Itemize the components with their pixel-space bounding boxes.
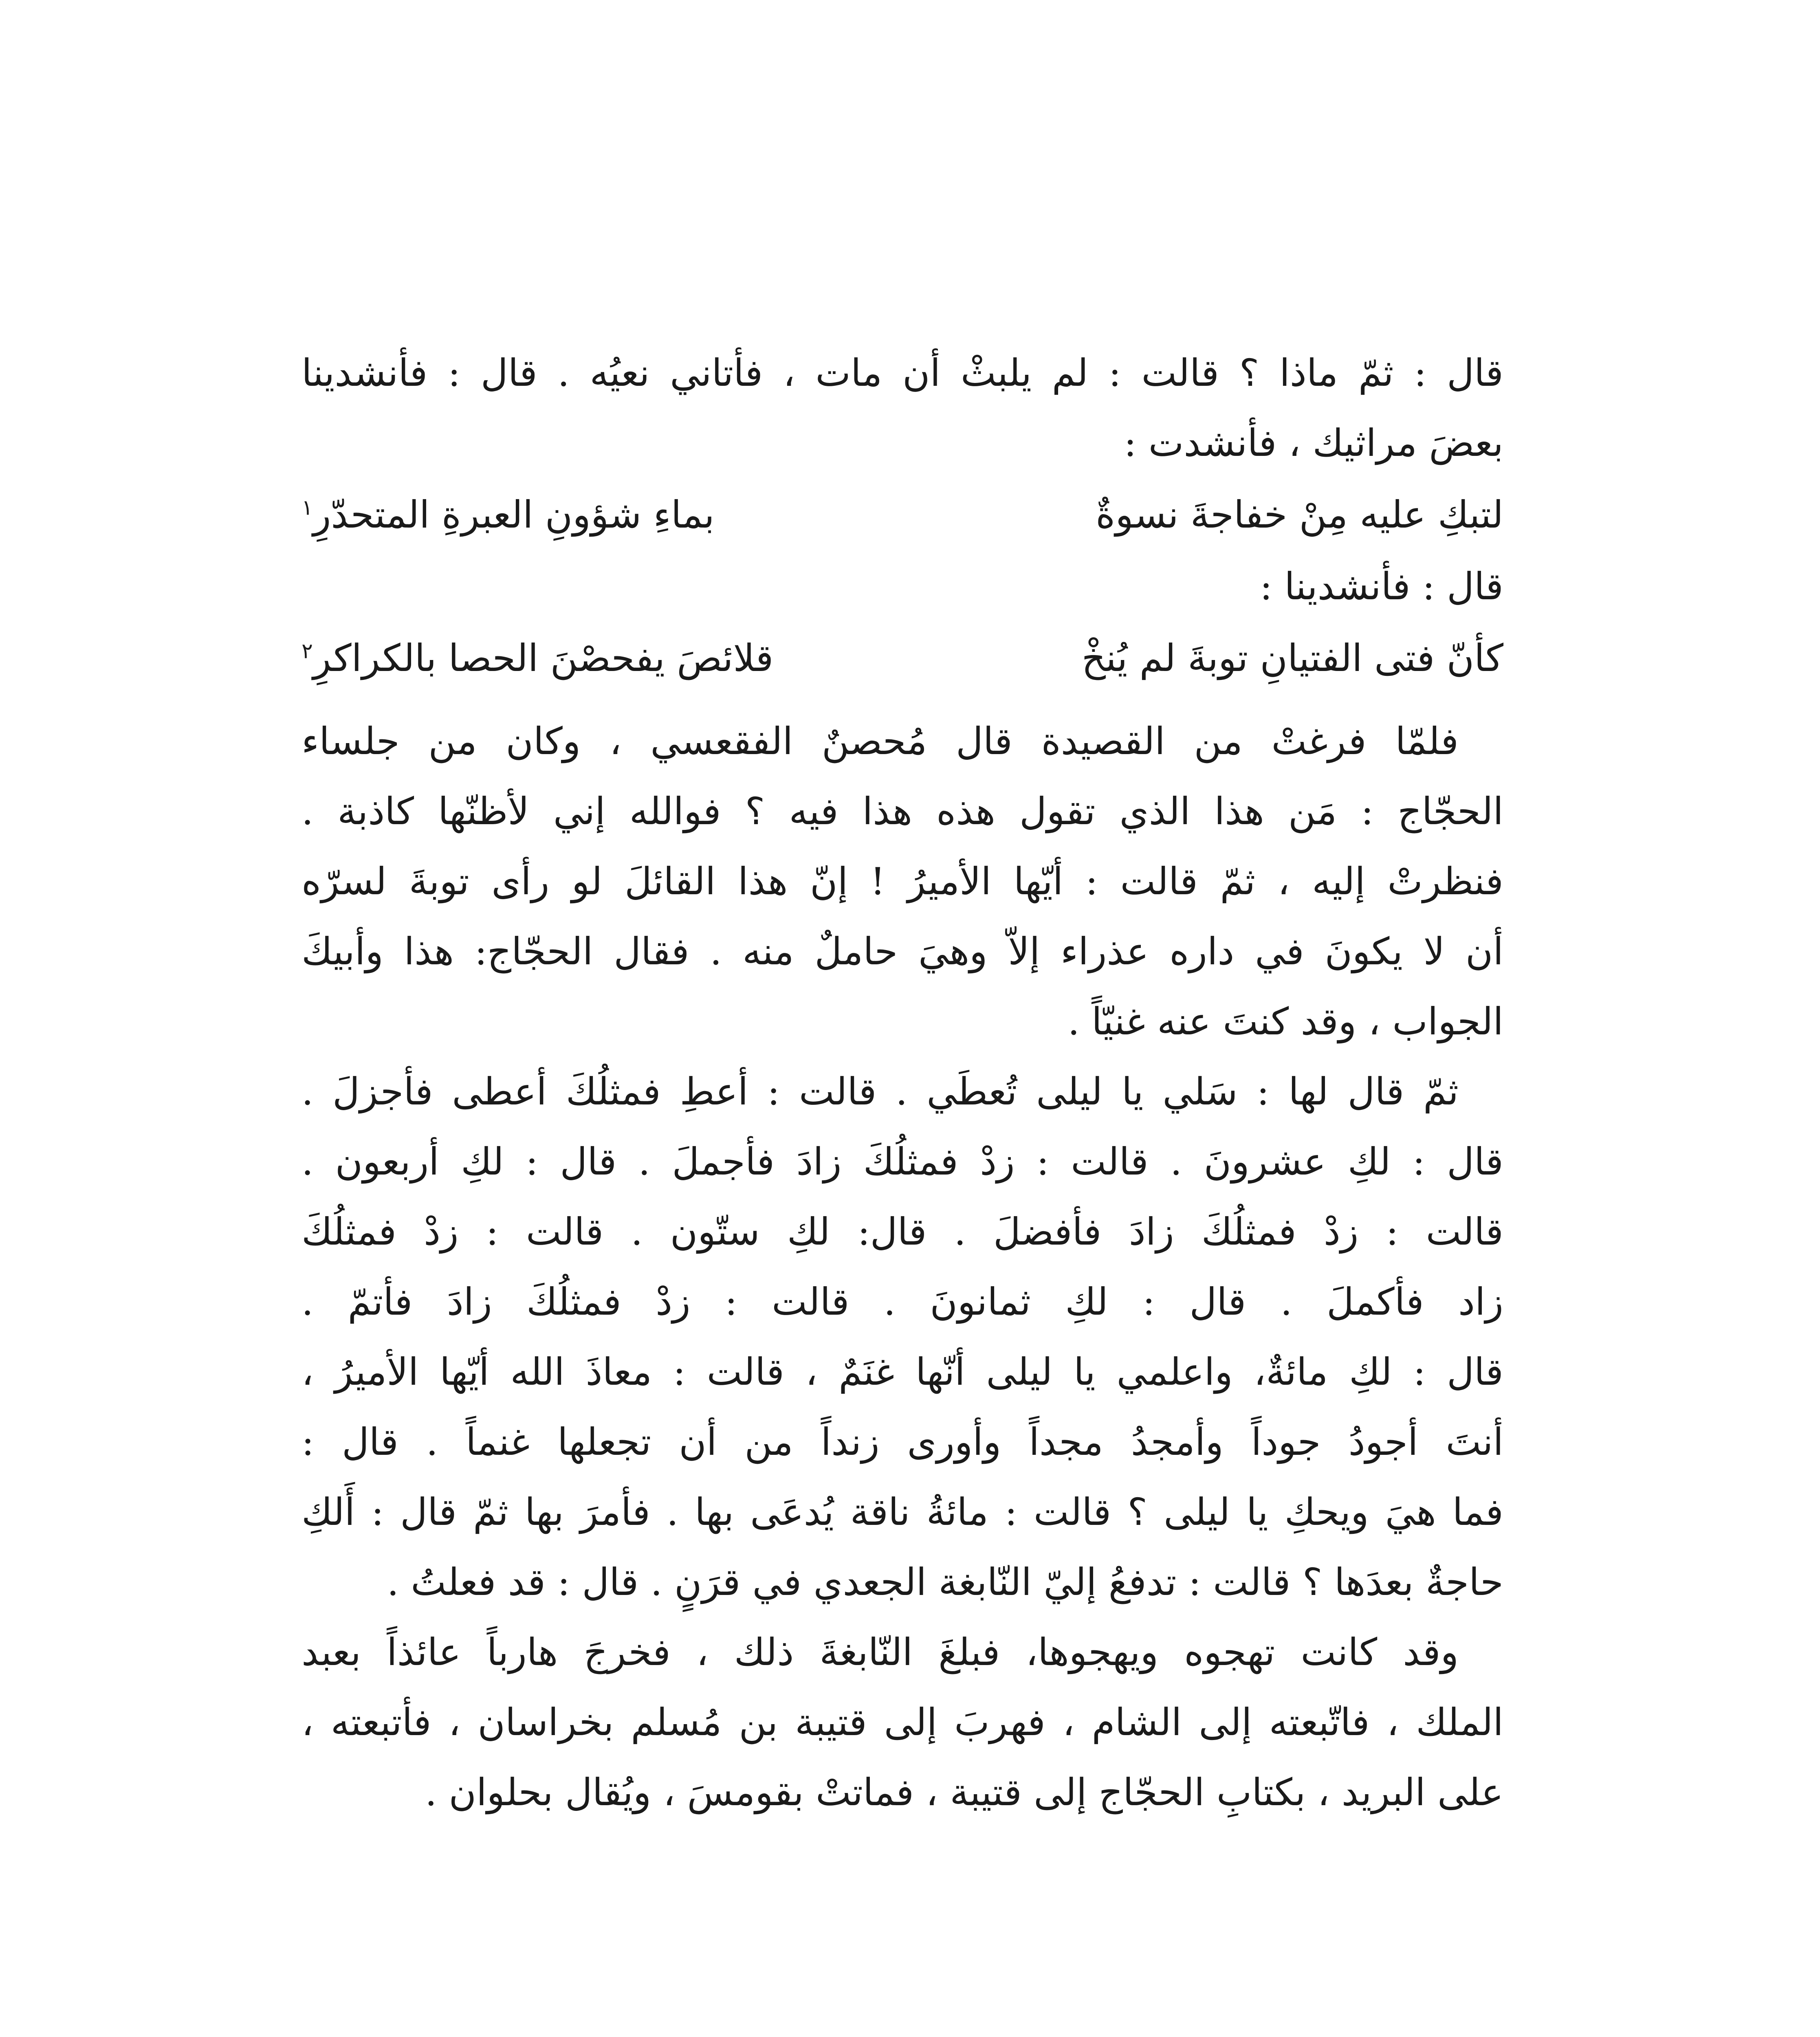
paragraph-4 (301, 1057, 1503, 1617)
text-line: فما هيَ ويحكِ يا ليلى ؟ قالت : مائةُ ناقة يُدعَى بها . فأمرَ بها ثمّ قال : أَلكِ (301, 1490, 1503, 1534)
text-line: على البريد ، بكتابِ الحجّاج إلى قتيبة ، فماتتْ بقومسَ ، ويُقال بحلوان . (425, 1771, 1503, 1814)
text-line: أن لا يكونَ في داره عذراء إلاّ وهيَ حاملٌ منه . فقال الحجّاج: هذا وأبيكَ (301, 930, 1503, 973)
text-line: الحجّاج : مَن هذا الذي تقول هذه هذا فيه ؟ فوالله إني لأظنّها كاذبة . (301, 790, 1503, 833)
paragraph-2: قال : فأنشدينا : (1260, 565, 1503, 608)
verse-1-right-hemistich (1096, 478, 1503, 552)
paragraph-1 (301, 338, 1503, 478)
text-line: بعضَ مراثيك ، فأنشدت : (1124, 421, 1503, 465)
verse-2-left-hemistich (301, 622, 773, 695)
text-line: أنتَ أجودُ جوداً وأمجدُ مجداً وأورى زنداً من أن تجعلها غنماً . قال : (301, 1420, 1503, 1464)
hemistich-text: لتبكِ عليه مِنْ خفاجةَ نسوةٌ (1096, 493, 1503, 537)
footnote-marker-1: ١ (301, 495, 313, 520)
verse-2 (301, 622, 1503, 695)
hemistich-text: بماءِ شؤونِ العبرةِ المتحدّرِ (313, 493, 715, 537)
text-line: وقد كانت تهجوه ويهجوها، فبلغَ النّابغةَ ذلك ، فخرجَ هارباً عائذاً بعبد (301, 1630, 1459, 1674)
text-line: قالت : زدْ فمثلُكَ زادَ فأفضلَ . قال: لكِ ستّون . قالت : زدْ فمثلُكَ (301, 1210, 1503, 1254)
text-line: قال : ثمّ ماذا ؟ قالت : لم يلبثْ أن مات ، فأتاني نعيُه . قال : فأنشدينا (301, 351, 1503, 395)
text-line: فنظرتْ إليه ، ثمّ قالت : أيّها الأميرُ ! إنّ هذا القائلَ لو رأى توبةَ لسرّه (301, 860, 1503, 903)
hemistich-text: كأنّ فتى الفتيانِ توبةَ لم يُنخْ (1081, 636, 1503, 680)
text-line: قال : لكِ عشرونَ . قالت : زدْ فمثلُكَ زادَ فأجملَ . قال : لكِ أربعون . (301, 1140, 1503, 1183)
text-line: حاجةٌ بعدَها ؟ قالت : تدفعُ إليّ النّابغة الجعدي في قرَنٍ . قال : قد فعلتُ . (387, 1560, 1503, 1604)
hemistich-text: قلائصَ يفحصْنَ الحصا بالكراكرِ (313, 636, 774, 680)
text-line: ثمّ قال لها : سَلي يا ليلى تُعطَي . قالت : أعطِ فمثلُكَ أعطى فأجزلَ . (301, 1070, 1459, 1113)
text-line: الملك ، فاتّبعته إلى الشام ، فهربَ إلى قتيبة بن مُسلم بخراسان ، فأتبعته ، (301, 1700, 1503, 1744)
verse-2-right-hemistich (1082, 622, 1503, 695)
paragraph-3 (301, 706, 1503, 1057)
text-line: فلمّا فرغتْ من القصيدة قال مُحصنٌ الفقعسي ، وكان من جلساء (301, 719, 1459, 763)
paragraph-5 (301, 1617, 1503, 1828)
verse-1-left-hemistich (301, 478, 715, 552)
text-line: الجواب ، وقد كنتَ عنه غنيّاً . (1067, 1000, 1503, 1043)
verse-1 (301, 478, 1503, 552)
main-text (301, 338, 1503, 1828)
text-line: زاد فأكملَ . قال : لكِ ثمانونَ . قالت : زدْ فمثلُكَ زادَ فأتمّ . (301, 1280, 1503, 1324)
text-line: قال : لكِ مائةٌ، واعلمي يا ليلى أنّها غنَمٌ ، قالت : معاذَ الله أيّها الأميرُ ، (301, 1350, 1503, 1394)
footnote-marker-2: ٢ (301, 639, 313, 664)
